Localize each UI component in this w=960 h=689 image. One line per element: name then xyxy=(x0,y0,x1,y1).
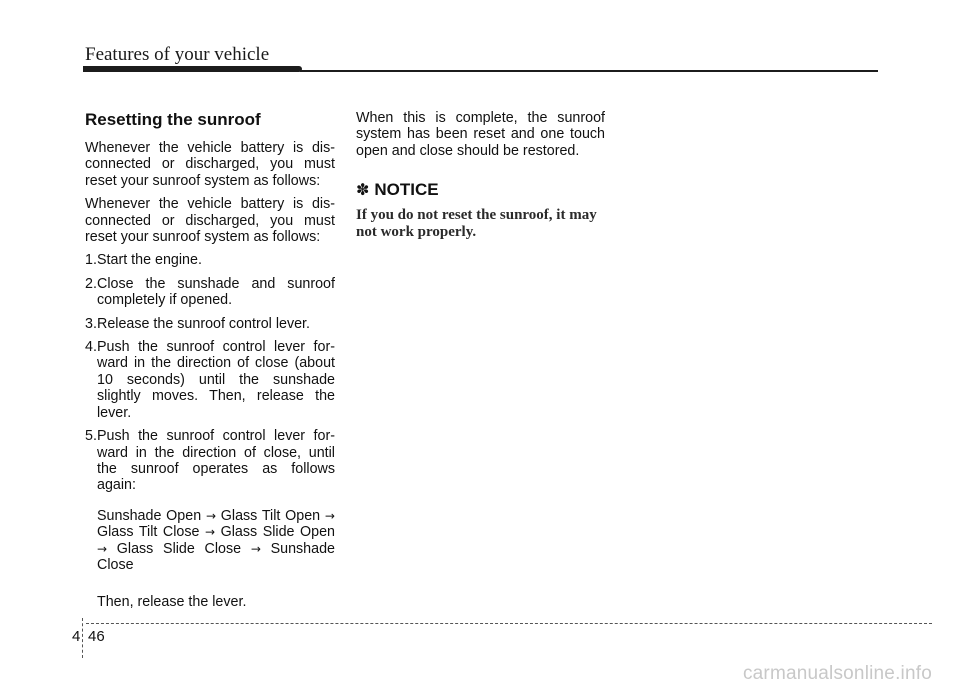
footer-divider xyxy=(82,618,83,658)
chapter-number: 4 xyxy=(72,628,81,645)
step-number: 5. xyxy=(85,428,97,445)
intro-paragraph-1: Whenever the vehicle battery is disconnected or discharged, you must reset your sunroof system as follows: xyxy=(85,140,335,189)
sequence-item: Sunshade Open xyxy=(97,507,202,524)
right-arrow-icon: → xyxy=(324,508,335,523)
footer-rule xyxy=(86,623,932,624)
operation-sequence xyxy=(97,508,335,574)
step-item xyxy=(85,316,335,332)
watermark: carmanualsonline.info xyxy=(742,663,932,684)
step-item xyxy=(85,252,335,268)
sequence-item: Sunshade Close xyxy=(97,540,335,573)
header-rule xyxy=(300,70,878,72)
left-column xyxy=(85,110,335,611)
notice-label: NOTICE xyxy=(374,180,439,200)
completion-paragraph: When this is complete, the sunroof system has been reset and one touch open and close should be restored. xyxy=(356,110,605,159)
right-arrow-icon: → xyxy=(250,541,261,556)
step-number: 1. xyxy=(85,252,97,269)
page-header-title: Features of your vehicle xyxy=(85,44,270,65)
sequence-item: Glass Slide Close xyxy=(116,540,242,557)
notice-heading xyxy=(356,180,605,200)
page-number: 46 xyxy=(88,628,105,645)
right-column xyxy=(356,110,605,241)
notice-asterisk-icon: ✽ xyxy=(356,180,370,200)
notice-text: If you do not reset the sunroof, it may not work properly. xyxy=(356,207,597,241)
final-instruction: Then, release the lever. xyxy=(97,594,247,611)
sequence-item: Glass Tilt Open xyxy=(220,507,321,524)
step-text: Release the sunroof control lever. xyxy=(97,315,310,332)
step-text: Push the sunroof control lever forward in the direction of close, until the sunroof operates as follows again: xyxy=(97,428,335,494)
intro-paragraph-2: Whenever the vehicle battery is disconnected or discharged, you must reset your sunroof system as follows: xyxy=(85,196,335,246)
step-number: 3. xyxy=(85,315,97,332)
right-arrow-icon: → xyxy=(205,525,216,540)
step-text: Close the sunshade and sunroof completely if opened. xyxy=(97,275,335,309)
sequence-item: Glass Tilt Close xyxy=(97,524,200,541)
step-number: 2. xyxy=(85,275,97,292)
sequence-item: Glass Slide Open xyxy=(220,524,335,541)
step-item xyxy=(85,276,335,309)
section-heading: Resetting the sunroof xyxy=(85,110,261,129)
step-text: Push the sunroof control lever forward in the direction of close (about 10 seconds) until the sunshade slightly moves. Then, release the lever. xyxy=(97,339,335,421)
header-bar-thick xyxy=(83,66,302,72)
step-item xyxy=(85,339,335,421)
step-text: Start the engine. xyxy=(97,252,202,269)
right-arrow-icon: → xyxy=(97,541,108,556)
right-arrow-icon: → xyxy=(205,508,216,523)
step-item xyxy=(85,428,335,494)
step-number: 4. xyxy=(85,339,97,356)
